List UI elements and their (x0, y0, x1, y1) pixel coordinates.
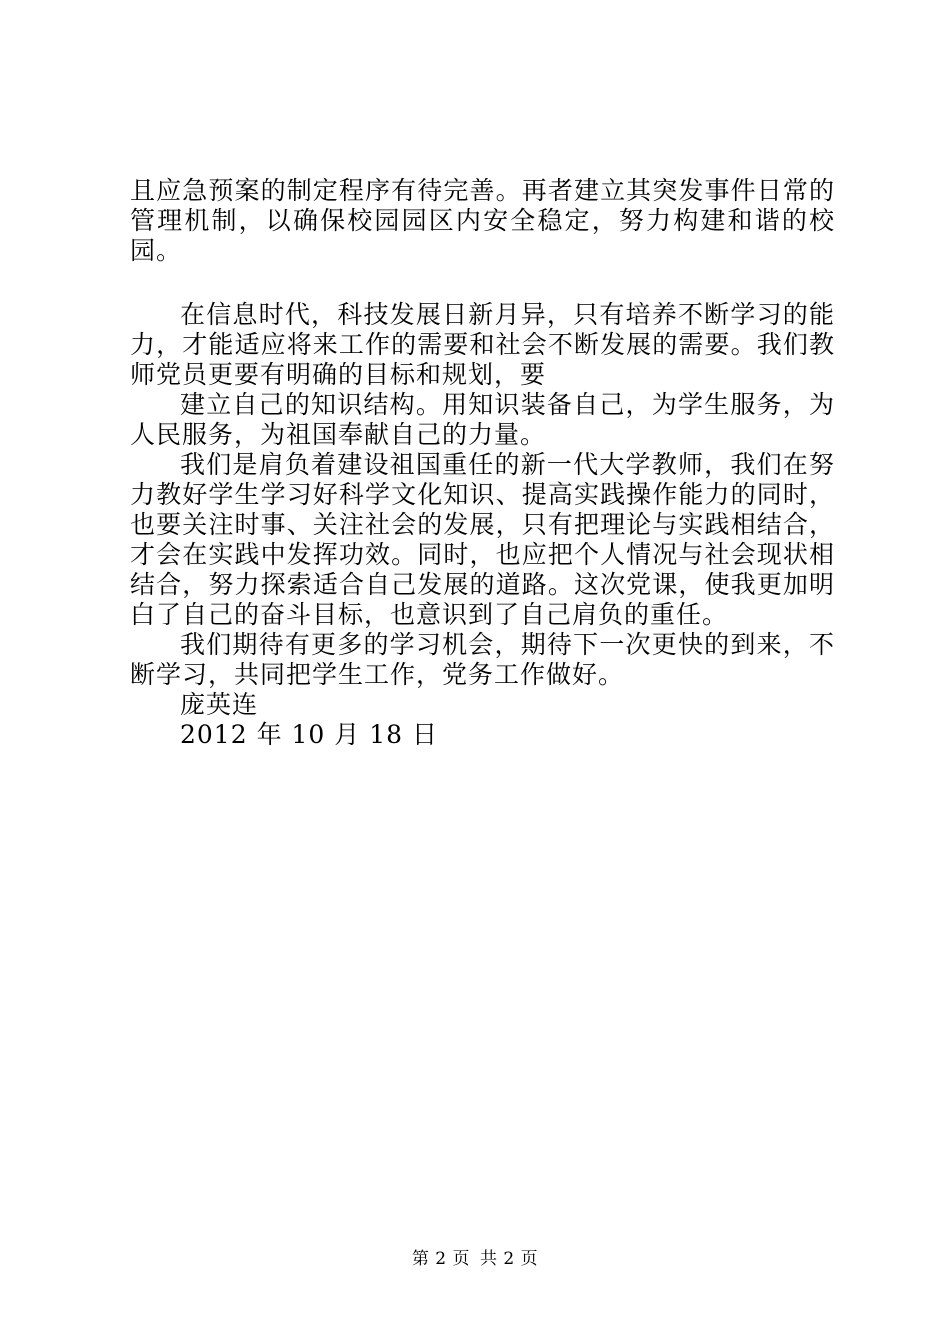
signature-date: 2012 年 10 月 18 日 (180, 720, 438, 749)
page-number-total: 共 2 页 (480, 1249, 539, 1269)
paragraph-5: 我们期待有更多的学习机会，期待下一次更快的到来，不断学习，共同把学生工作，党务工作做好。 (130, 630, 835, 689)
page-number-current: 第 2 页 (411, 1249, 470, 1269)
paragraph-1: 且应急预案的制定程序有待完善。再者建立其突发事件日常的管理机制，以确保校园园区内安全稳定，努力构建和谐的校园。 (130, 176, 835, 265)
page-footer (0, 1244, 950, 1269)
document-body (130, 176, 835, 750)
paragraph-2: 在信息时代，科技发展日新月异，只有培养不断学习的能力，才能适应将来工作的需要和社会不断发展的需要。我们教师党员更要有明确的目标和规划，要 (130, 300, 835, 389)
paragraph-3: 建立自己的知识结构。用知识装备自己，为学生服务，为人民服务，为祖国奉献自己的力量。 (130, 390, 835, 449)
paragraph-4: 我们是肩负着建设祖国重任的新一代大学教师，我们在努力教好学生学习好科学文化知识、提高实践操作能力的同时，也要关注时事、关注社会的发展，只有把理论与实践相结合，才会在实践中发挥功效。同时，也应把个人情况与社会现状相结合，努力探索适合自己发展的道路。这次党课，使我更加明白了自己的奋斗目标，也意识到了自己肩负的重任。 (130, 450, 835, 629)
signature-name: 庞英连 (180, 690, 259, 719)
paragraph-gap (130, 266, 835, 300)
